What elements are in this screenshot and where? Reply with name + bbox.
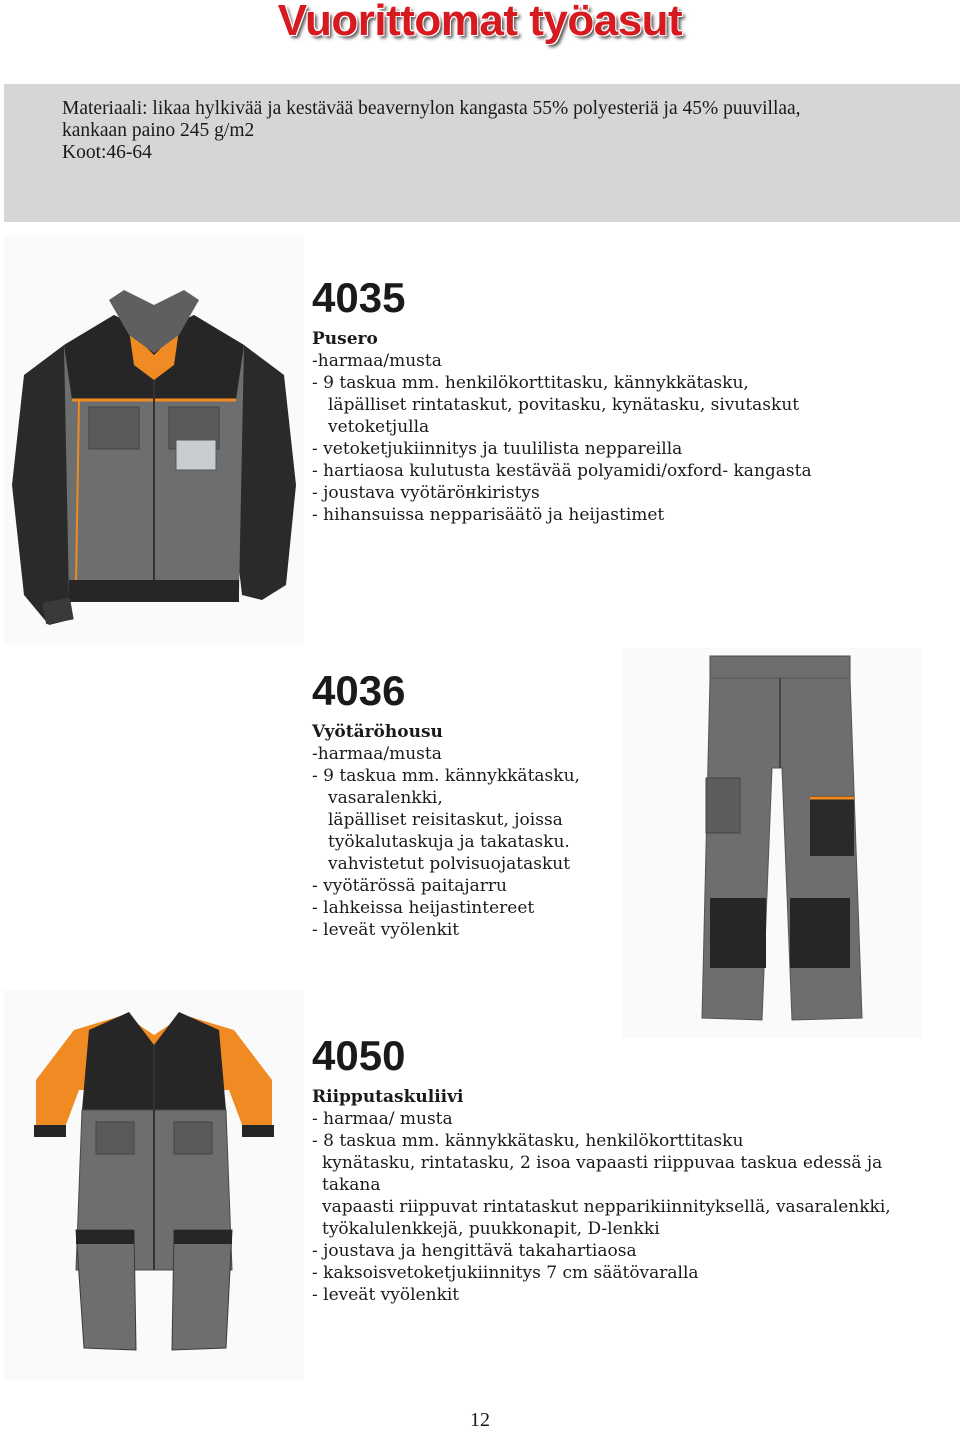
feature-line: työkalulenkkejä, puukkonapit, D-lenkki xyxy=(322,1219,660,1239)
vest-image xyxy=(4,990,304,1380)
feature-line: - 8 taskua mm. kännykkätasku, henkilökorttitasku xyxy=(312,1131,744,1151)
feature-line: - leveät vyölenkit xyxy=(312,1285,460,1305)
feature-line: - vetoketjukiinnitys ja tuulilista neppareilla xyxy=(312,439,683,459)
feature-line: - vyötärössä paitajarru xyxy=(312,876,507,896)
product-4050 xyxy=(312,1032,932,1306)
material-line: kankaan paino 245 g/m2 xyxy=(62,120,255,141)
page-title: Vuorittomat työasut xyxy=(277,0,683,45)
jacket-image xyxy=(4,235,304,645)
page-number: 12 xyxy=(470,1409,490,1431)
feature-line: läpälliset rintataskut, povitasku, kynätasku, sivutaskut xyxy=(328,395,800,415)
feature-line: - 9 taskua mm. henkilökorttitasku, kännykkätasku, xyxy=(312,373,749,393)
product-4035 xyxy=(312,274,932,526)
feature-line: kynätasku, rintatasku, 2 isoa vapaasti riippuvaa taskua edessä ja takana xyxy=(322,1153,883,1195)
feature-line: vetoketjulla xyxy=(328,417,430,437)
material-line: Materiaali: likaa hylkivää ja kestävää beavernylon kangasta 55% polyesteriä ja 45% puuvillaa, xyxy=(62,98,801,119)
feature-line: työkalutaskuja ja takatasku. xyxy=(328,832,570,852)
product-4036 xyxy=(312,667,932,941)
feature-line: vasaralenkki, xyxy=(328,788,443,808)
material-info-box xyxy=(4,84,960,222)
product-code: 4036 xyxy=(312,667,406,714)
feature-line: - joustava vyötäröнkiristys xyxy=(312,483,540,503)
feature-line: -harmaa/musta xyxy=(312,351,442,371)
product-name: Riipputaskuliivi xyxy=(312,1087,464,1107)
feature-line: vapaasti riippuvat rintataskut nepparikiinnityksellä, vasaralenkki, xyxy=(322,1197,891,1217)
product-name: Vyötäröhousu xyxy=(312,722,443,742)
feature-line: vahvistetut polvisuojataskut xyxy=(328,854,571,874)
product-code: 4050 xyxy=(312,1032,406,1079)
feature-line: - harmaa/ musta xyxy=(312,1109,453,1129)
feature-line: - hartiaosa kulutusta kestävää polyamidi/oxford- kangasta xyxy=(312,461,812,481)
feature-line: - joustava ja hengittävä takahartiaosa xyxy=(312,1241,637,1261)
feature-line: - kaksoisvetoketjukiinnitys 7 cm säätövaralla xyxy=(312,1263,699,1283)
sizes-line: Koot:46-64 xyxy=(62,142,152,163)
feature-line: -harmaa/musta xyxy=(312,744,442,764)
feature-line: läpälliset reisitaskut, joissa xyxy=(328,810,563,830)
feature-line: - hihansuissa nepparisäätö ja heijastimet xyxy=(312,505,665,525)
feature-line: - leveät vyölenkit xyxy=(312,920,460,940)
product-name: Pusero xyxy=(312,329,378,349)
feature-line: - 9 taskua mm. kännykkätasku, xyxy=(312,766,580,786)
feature-line: - lahkeissa heijastintereet xyxy=(312,898,535,918)
product-code: 4035 xyxy=(312,274,406,321)
